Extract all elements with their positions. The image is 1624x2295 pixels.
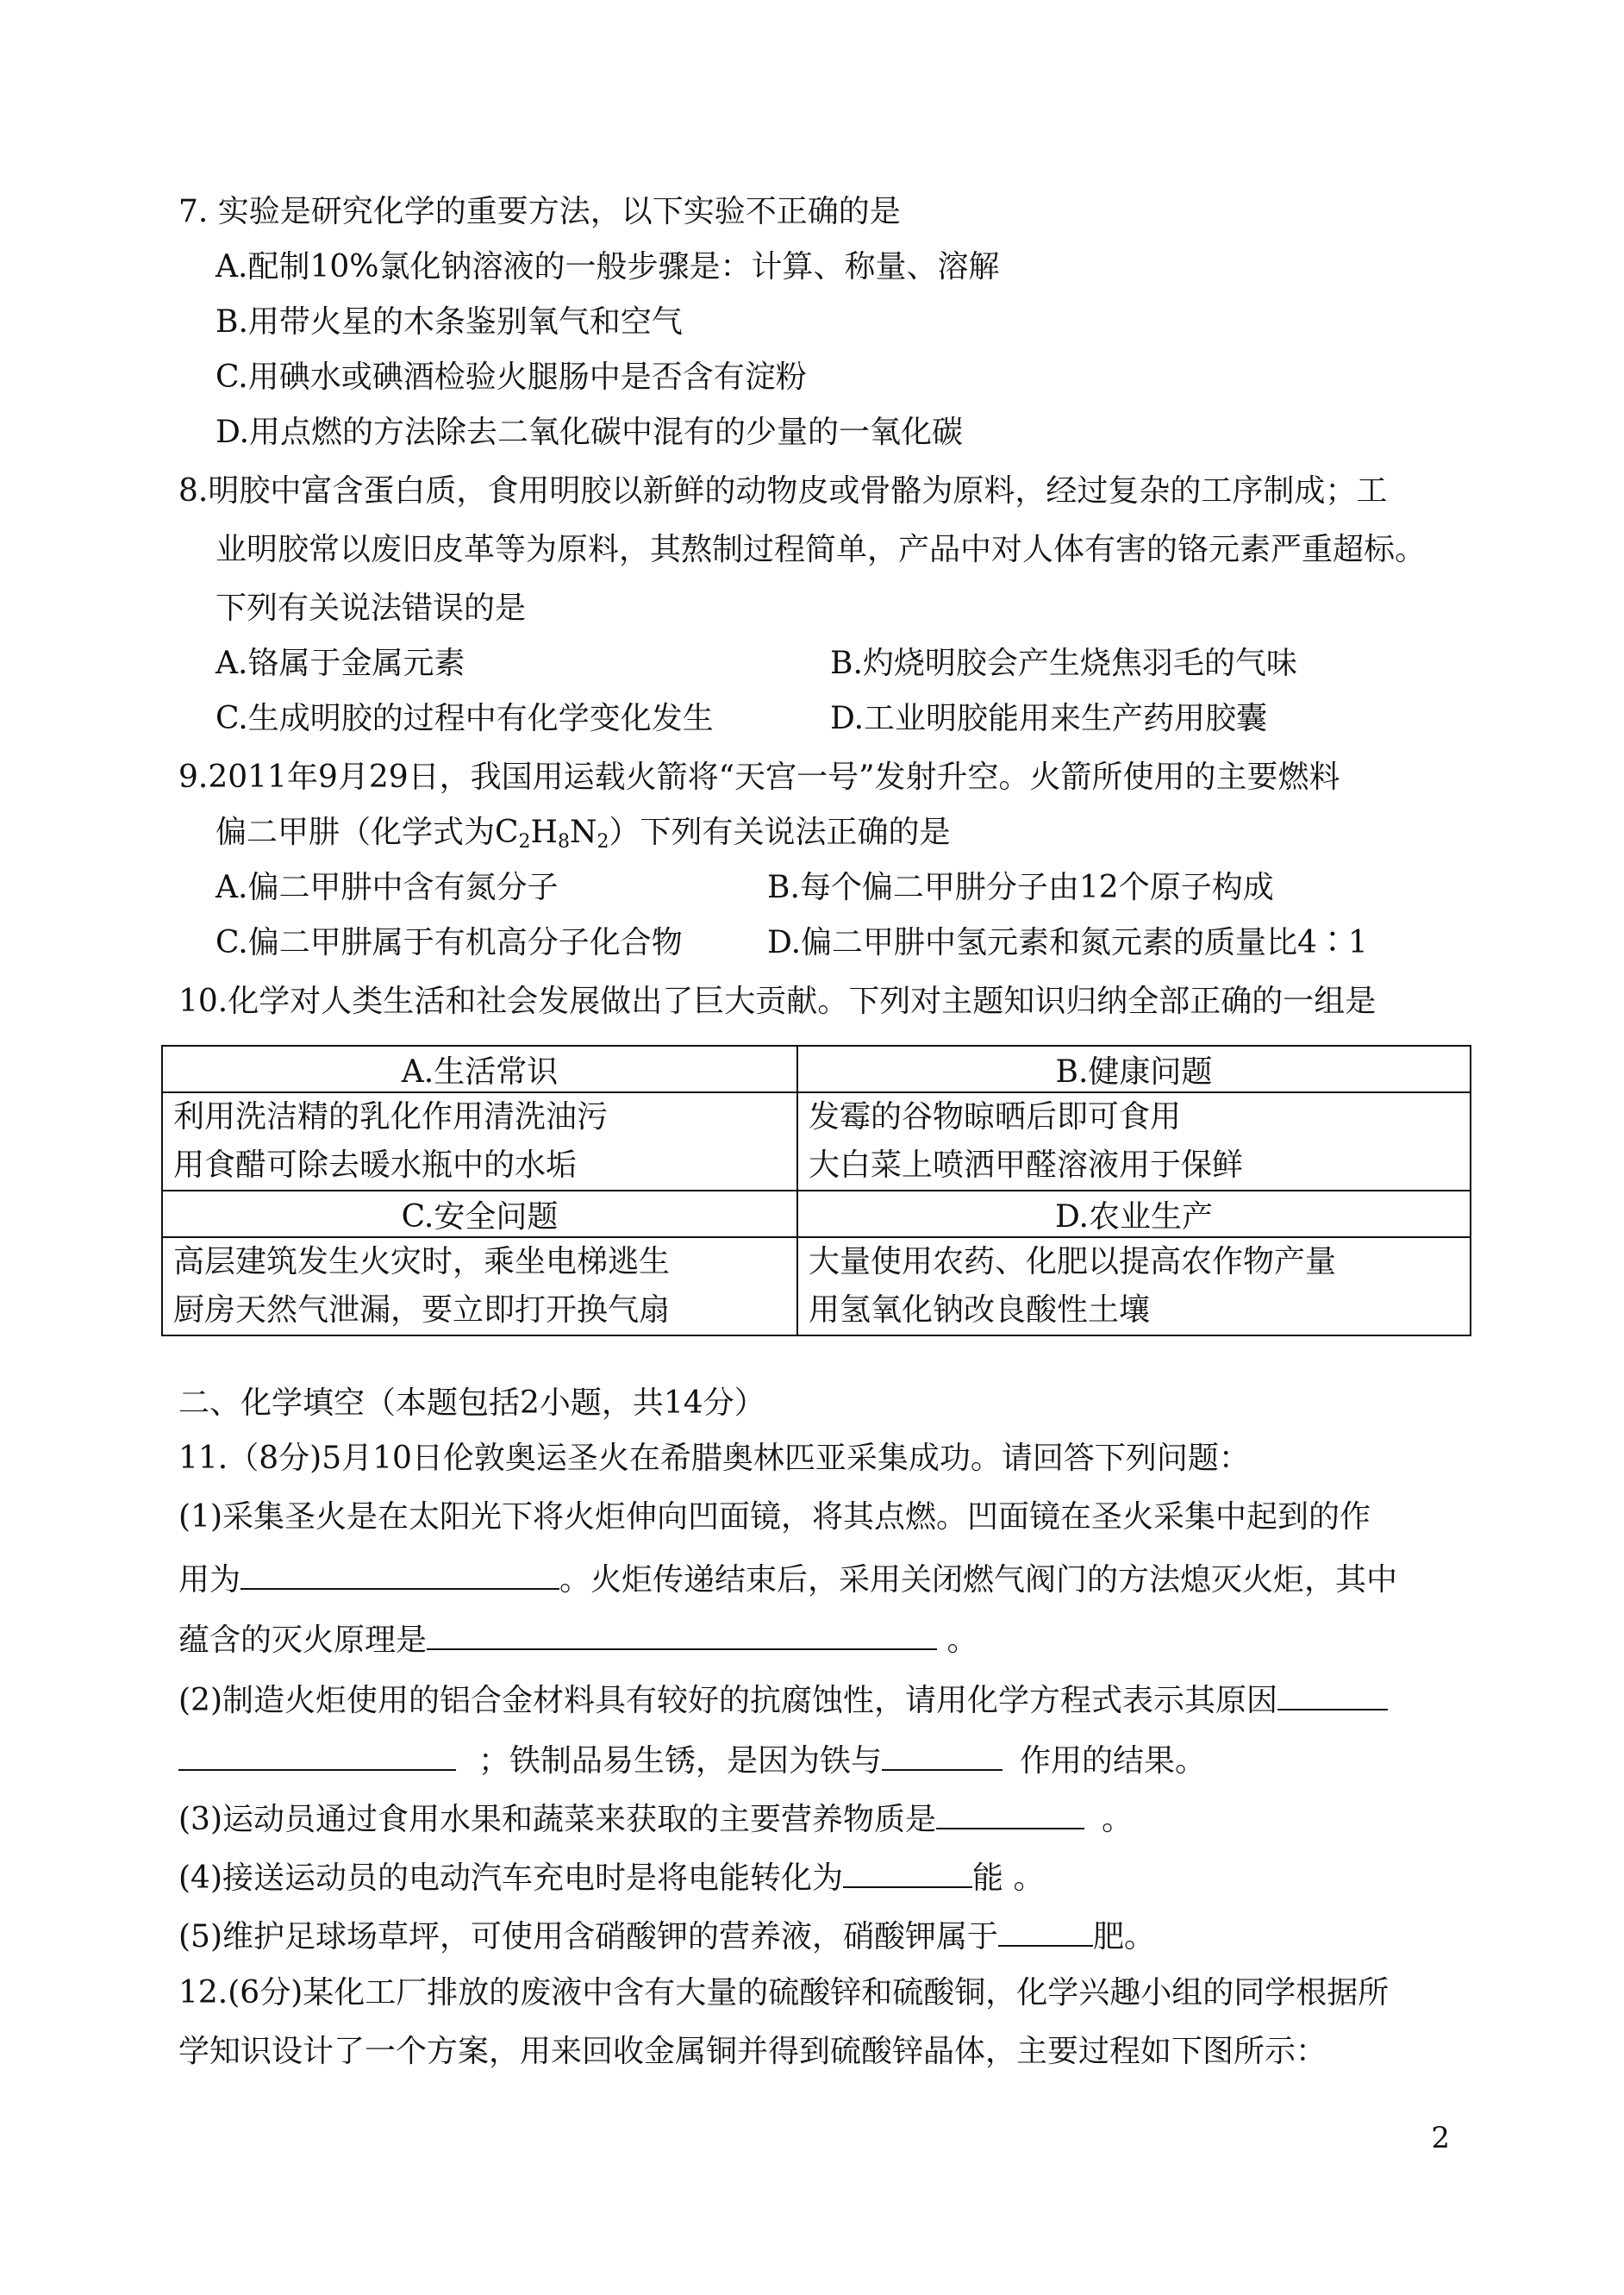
table-c-line2: 厨房天然气泄漏，要立即打开换气扇 <box>173 1292 671 1328</box>
table-a-line1: 利用洗洁精的乳化作用清洗油污 <box>173 1099 609 1135</box>
q8-stem-line1: 8.明胶中富含蛋白质，食用明胶以新鲜的动物皮或骨骼为原料，经过复杂的工序制成；工 <box>178 473 1388 509</box>
q11-stem: 11.（8分)5月10日伦敦奥运圣火在希腊奥林匹亚采集成功。请回答下列问题： <box>178 1441 1250 1476</box>
q11-part3: (3)运动员通过食用水果和蔬菜来获取的主要营养物质是 。 <box>178 1802 1134 1837</box>
table-cell-b <box>797 1092 1471 1191</box>
page-number: 2 <box>1431 2121 1450 2155</box>
section2-title: 二、化学填空（本题包括2小题，共14分） <box>178 1385 765 1421</box>
q8-option-a: A.铬属于金属元素 <box>215 646 465 681</box>
q7-option-c: C.用碘水或碘酒检验火腿肠中是否含有淀粉 <box>215 360 807 395</box>
table-c-line1: 高层建筑发生火灾时，乘坐电梯逃生 <box>173 1244 671 1279</box>
q8-option-c: C.生成明胶的过程中有化学变化发生 <box>215 701 714 736</box>
table-cell-a <box>162 1092 797 1191</box>
q8-option-b: B.灼烧明胶会产生烧焦羽毛的气味 <box>830 646 1297 681</box>
answer-blank-4[interactable] <box>882 1743 1003 1771</box>
q7-option-b: B.用带火星的木条鉴别氧气和空气 <box>215 304 683 340</box>
q7-option-a: A.配制10%氯化钠溶液的一般步骤是：计算、称量、溶解 <box>215 249 1000 285</box>
answer-blank-7[interactable] <box>998 1919 1093 1947</box>
answer-blank-3a[interactable] <box>1277 1683 1388 1710</box>
table-head-b: B.健康问题 <box>797 1046 1471 1092</box>
table-d-line1: 大量使用农药、化肥以提高农作物产量 <box>808 1244 1336 1279</box>
knowledge-table <box>161 1045 1471 1336</box>
q11-part5: (5)维护足球场草坪，可使用含硝酸钾的营养液，硝酸钾属于 肥。 <box>178 1919 1156 1954</box>
table-d-line2: 用氢氧化钠改良酸性土壤 <box>808 1292 1150 1328</box>
q11-part2-line1: (2)制造火炬使用的铝合金材料具有较好的抗腐蚀性，请用化学方程式表示其原因 <box>178 1683 1388 1717</box>
q11-part1-line2: 用为 。火炬传递结束后，采用关闭燃气阀门的方法熄灭火炬，其中 <box>178 1562 1398 1598</box>
q12-line1: 12.(6分)某化工厂排放的废液中含有大量的硫酸锌和硫酸铜，化学兴趣小组的同学根据所 <box>178 1975 1390 2010</box>
q9-option-c: C.偏二甲肼属于有机高分子化合物 <box>215 925 683 960</box>
q7-option-d: D.用点燃的方法除去二氧化碳中混有的少量的一氧化碳 <box>215 415 964 450</box>
answer-blank-3b[interactable] <box>178 1743 456 1771</box>
q8-option-d: D.工业明胶能用来生产药用胶囊 <box>830 701 1268 736</box>
table-b-line1: 发霉的谷物晾晒后即可食用 <box>808 1099 1181 1135</box>
q11-part1-line1: (1)采集圣火是在太阳光下将火炬伸向凹面镜，将其点燃。凹面镜在圣火采集中起到的作 <box>178 1499 1371 1535</box>
table-head-c: C.安全问题 <box>162 1191 797 1237</box>
q9-option-d: D.偏二甲肼中氢元素和氮元素的质量比4∶1 <box>767 925 1368 960</box>
answer-blank-1[interactable] <box>240 1562 559 1590</box>
q10-stem: 10.化学对人类生活和社会发展做出了巨大贡献。下列对主题知识归纳全部正确的一组是 <box>178 984 1377 1019</box>
table-a-line2: 用食醋可除去暖水瓶中的水垢 <box>173 1148 578 1183</box>
q11-part2-line2: ；铁制品易生锈，是因为铁与 作用的结果。 <box>178 1743 1206 1777</box>
table-cell-c <box>162 1237 797 1335</box>
answer-blank-6[interactable] <box>843 1860 972 1888</box>
q11-part1-line3: 蕴含的灭火原理是 。 <box>178 1623 978 1658</box>
q11-part4: (4)接送运动员的电动汽车充电时是将电能转化为 能 。 <box>178 1860 1045 1896</box>
table-cell-d <box>797 1237 1471 1335</box>
q7-stem: 7. 实验是研究化学的重要方法，以下实验不正确的是 <box>178 194 901 229</box>
q12-line2: 学知识设计了一个方案，用来回收金属铜并得到硫酸锌晶体，主要过程如下图所示： <box>178 2034 1327 2069</box>
q8-stem-line2: 业明胶常以废旧皮革等为原料，其熬制过程简单，产品中对人体有害的铬元素严重超标。 <box>215 532 1427 567</box>
q9-stem-line1: 9.2011年9月29日，我国用运载火箭将“天宫一号”发射升空。火箭所使用的主要燃料 <box>178 760 1340 795</box>
answer-blank-5[interactable] <box>936 1802 1084 1829</box>
table-b-line2: 大白菜上喷洒甲醛溶液用于保鲜 <box>808 1148 1243 1183</box>
table-head-a: A.生活常识 <box>162 1046 797 1092</box>
q8-stem-line3: 下列有关说法错误的是 <box>215 591 527 626</box>
table-head-d: D.农业生产 <box>797 1191 1471 1237</box>
q9-option-b: B.每个偏二甲肼分子由12个原子构成 <box>767 870 1274 905</box>
answer-blank-2[interactable] <box>427 1623 937 1650</box>
q9-option-a: A.偏二甲肼中含有氮分子 <box>215 870 559 905</box>
q9-stem-line2: 偏二甲肼（化学式为$C_2H_8N_2$）下列有关说法正确的是 <box>215 815 951 853</box>
